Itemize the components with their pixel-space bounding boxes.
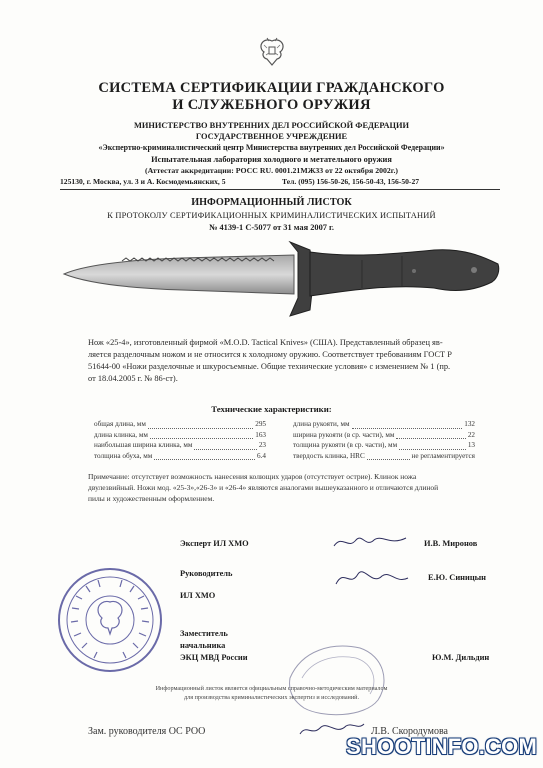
- head-name: Е.Ю. Синицын: [428, 573, 487, 582]
- center-name: «Экспертно-криминалистический центр Министерства внутренних дел Российской Федерации»: [98, 143, 445, 152]
- footer-note-line1: Информационный листок является официальным справочно-методическим материалом: [155, 685, 388, 692]
- coat-of-arms-emblem: [258, 37, 286, 67]
- head-label-line2: ИЛ ХМО: [180, 591, 216, 600]
- deputy-name: Ю.М. Дильдин: [432, 653, 490, 662]
- system-title-line1: СИСТЕМА СЕРТИФИКАЦИИ ГРАЖДАНСКОГО: [98, 80, 445, 96]
- deputy-label-line2: начальника: [180, 641, 226, 650]
- spec-row: длина рукояти, мм 132: [293, 420, 475, 428]
- phone: Тел. (095) 156-50-26, 156-50-43, 156-50-27: [282, 177, 420, 186]
- address: 125130, г. Москва, ул. 3 и А. Космодемьянских, 5: [60, 177, 226, 186]
- deputy-label-line1: Заместитель: [180, 629, 228, 638]
- signature-head: [330, 566, 410, 590]
- spec-row: толщина обуха, мм 6.4: [94, 451, 266, 460]
- doc-title: ИНФОРМАЦИОННЫЙ ЛИСТОК: [191, 197, 352, 208]
- spec-row: толщина рукояти (в ср. части), мм 13: [293, 441, 475, 449]
- description-line1: Нож «25-4», изготовленный фирмой «M.O.D. Tactical Knives» (США). Представленный образец яв-: [88, 338, 443, 347]
- specs-right: [293, 420, 475, 462]
- specs-heading: Технические характеристики:: [211, 404, 332, 414]
- description-line4: от 18.04.2005 г. № 86-ст).: [88, 374, 178, 383]
- specs-left: [94, 420, 266, 462]
- doc-number: № 4139-1 С-5077 от 31 мая 2007 г.: [208, 223, 335, 232]
- ministry-name: МИНИСТЕРСТВО ВНУТРЕННИХ ДЕЛ РОССИЙСКОЙ ФЕДЕРАЦИИ: [133, 121, 410, 130]
- system-title-line2: И СЛУЖЕБНОГО ОРУЖИЯ: [172, 97, 371, 113]
- signature-expert: [330, 530, 410, 552]
- doc-subtitle: К ПРОТОКОЛУ СЕРТИФИКАЦИОННЫХ КРИМИНАЛИСТИЧЕСКИХ ИСПЫТАНИЙ: [107, 211, 436, 220]
- accreditation: (Аттестат аккредитации: РОСС RU. 0001.21МЖ33 от 22 октября 2002г.): [144, 166, 399, 175]
- bottom-label: Зам. руководителя ОС РОО: [88, 726, 206, 737]
- official-round-stamp: [56, 566, 164, 674]
- footer-note-line2: для производства криминалистических экспертиз и исследований.: [183, 694, 360, 701]
- bottom-name: Л.В. Скородумова: [371, 726, 448, 737]
- knife-photo: [62, 238, 502, 318]
- institution-name: ГОСУДАРСТВЕННОЕ УЧРЕЖДЕНИЕ: [195, 132, 348, 141]
- note-line3: пилы и художественным оформлением.: [88, 494, 215, 503]
- spec-row: ширина рукояти (в ср. части), мм 22: [293, 430, 475, 439]
- spec-row: твердость клинка, HRC не регламентируется: [293, 451, 475, 460]
- expert-name: И.В. Миронов: [424, 539, 478, 548]
- spec-row: длина клинка, мм 163: [94, 430, 266, 439]
- description-line3: 51644-00 «Ножи разделочные и шкуросъемные. Общие технические условия» с изменением № 1 (пр.: [88, 362, 451, 371]
- spec-row: общая длина, мм 295: [94, 420, 266, 428]
- head-label-line1: Руководитель: [180, 569, 233, 578]
- note-line1: Примечание: отсутствует возможность нанесения колющих ударов (отсутствует острие). Клинок ножа: [88, 472, 417, 481]
- site-watermark: SHOOTINFO.COM: [346, 734, 537, 759]
- note-line2: двулезвийный. Ножи мод. «25-3»,«26-3» и «26-4» являются аналогами вышеуказанного и отличаются длиной: [88, 483, 439, 492]
- expert-label: Эксперт ИЛ ХМО: [180, 539, 249, 548]
- description-line2: ляется разделочным ножом и не относится к холодному оружию. Соответствует требованиям ГОСТ Р: [88, 350, 452, 359]
- faint-rectangular-stamp: [282, 638, 392, 718]
- header-divider: [60, 189, 500, 190]
- spec-row: наибольшая ширина клинка, мм 23: [94, 441, 266, 449]
- deputy-label-line3: ЭКЦ МВД России: [180, 653, 248, 662]
- lab-name: Испытательная лаборатория холодного и метательного оружия: [151, 155, 392, 164]
